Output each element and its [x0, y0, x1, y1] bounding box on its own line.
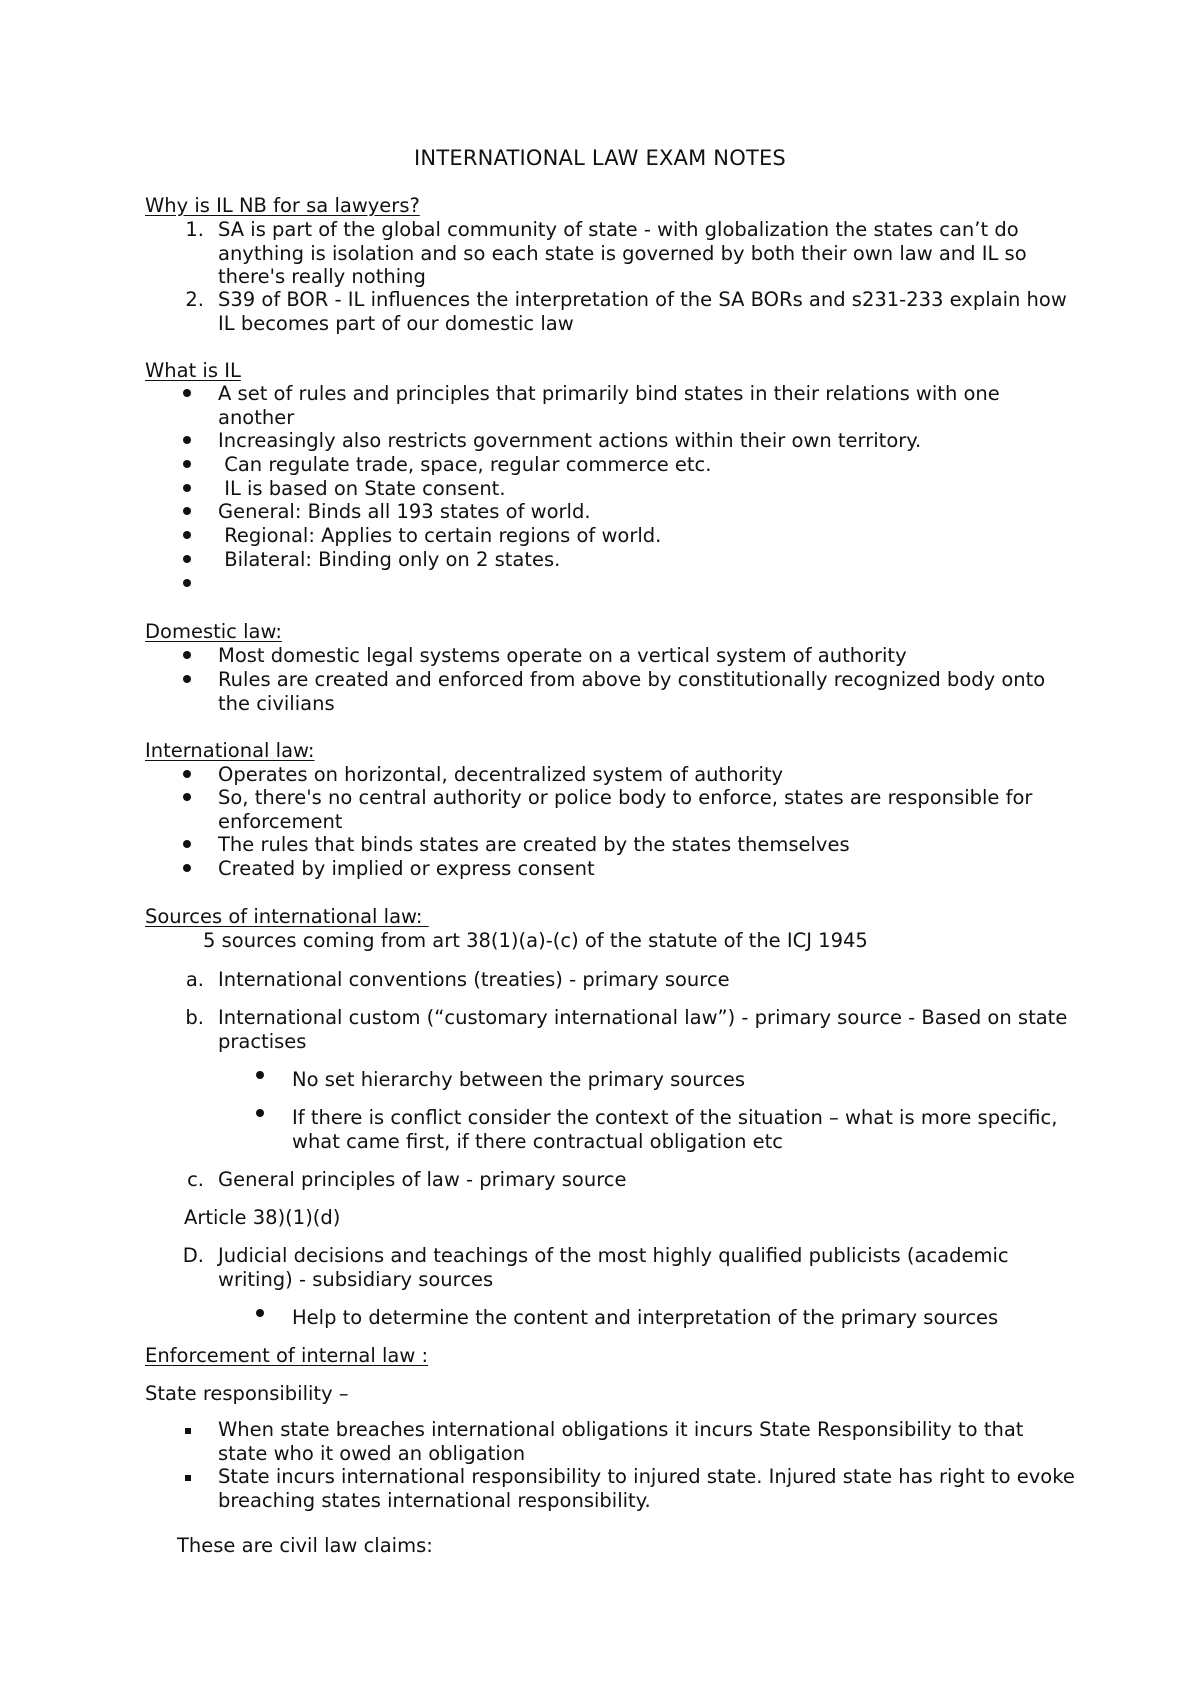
- bullet-icon: [183, 864, 191, 872]
- list-item: Rules are created and enforced from above by constitutionally recognized body onto the civilians: [218, 668, 1046, 715]
- list-item: When state breaches international obligations it incurs State Responsibility to that state who it owed an obligation: [218, 1418, 1024, 1465]
- section-heading-sources: Sources of international law:: [145, 905, 429, 928]
- list-marker: D.: [182, 1244, 204, 1267]
- list-item: A set of rules and principles that primarily bind states in their relations with one another: [218, 382, 1000, 429]
- bullet-icon: [183, 507, 191, 515]
- bullet-icon: [183, 840, 191, 848]
- list-item: Judicial decisions and teachings of the most highly qualified publicists (academic writing) - subsidiary sources: [218, 1244, 1009, 1291]
- list-item: The rules that binds states are created by the states themselves: [218, 833, 850, 856]
- list-item: So, there's no central authority or police body to enforce, states are responsible for enforcement: [218, 786, 1033, 833]
- square-bullet-icon: [185, 1428, 191, 1434]
- list-item: Regional: Applies to certain regions of world.: [218, 524, 662, 547]
- list-item: If there is conflict consider the context of the situation – what is more specific, what came first, if there contractual obligation etc: [292, 1106, 1058, 1153]
- bullet-icon: [183, 460, 191, 468]
- section-heading-international-law: International law:: [145, 739, 315, 762]
- section-heading-why-il: Why is IL NB for sa lawyers?: [145, 194, 420, 217]
- square-bullet-icon: [185, 1475, 191, 1481]
- list-item: Can regulate trade, space, regular commerce etc.: [218, 453, 712, 476]
- bullet-icon: [183, 555, 191, 563]
- list-item: SA is part of the global community of state - with globalization the states can’t do anything is isolation and so each state is governed by both their own law and IL so there's really nothing: [218, 218, 1027, 288]
- enforcement-subheading: State responsibility –: [145, 1382, 349, 1405]
- bullet-icon: [183, 793, 191, 801]
- article-line: Article 38)(1)(d): [184, 1206, 341, 1229]
- bullet-icon: [183, 484, 191, 492]
- sources-intro: 5 sources coming from art 38(1)(a)-(c) of the statute of the ICJ 1945: [203, 929, 868, 952]
- list-item: Created by implied or express consent: [218, 857, 595, 880]
- list-item: Operates on horizontal, decentralized system of authority: [218, 763, 784, 786]
- list-marker: c.: [187, 1168, 204, 1191]
- list-item: No set hierarchy between the primary sources: [292, 1068, 746, 1091]
- bullet-icon: [256, 1109, 264, 1117]
- closing-line: These are civil law claims:: [177, 1534, 433, 1557]
- bullet-icon: [183, 675, 191, 683]
- list-item: Increasingly also restricts government actions within their own territory.: [218, 429, 922, 452]
- list-item: General principles of law - primary source: [218, 1168, 627, 1191]
- bullet-icon: [183, 531, 191, 539]
- list-item: Most domestic legal systems operate on a vertical system of authority: [218, 644, 907, 667]
- list-item: General: Binds all 193 states of world.: [218, 500, 591, 523]
- bullet-icon: [183, 436, 191, 444]
- section-heading-domestic-law: Domestic law:: [145, 620, 282, 643]
- list-item: IL is based on State consent.: [218, 477, 506, 500]
- list-item: S39 of BOR - IL influences the interpretation of the SA BORs and s231-233 explain how IL becomes part of our domestic law: [218, 288, 1067, 335]
- list-item: State incurs international responsibility to injured state. Injured state has right to evoke breaching states international responsibility.: [218, 1465, 1075, 1512]
- section-heading-what-is-il: What is IL: [145, 359, 241, 382]
- bullet-icon: [183, 651, 191, 659]
- bullet-icon: [183, 579, 191, 587]
- list-marker: b.: [185, 1006, 204, 1029]
- document-title: INTERNATIONAL LAW EXAM NOTES: [414, 146, 786, 170]
- bullet-icon: [183, 389, 191, 397]
- section-heading-enforcement: Enforcement of internal law :: [145, 1344, 429, 1367]
- bullet-icon: [256, 1071, 264, 1079]
- list-marker: 1.: [185, 218, 204, 241]
- list-marker: a.: [185, 968, 204, 991]
- bullet-icon: [256, 1309, 264, 1317]
- list-item: International custom (“customary international law”) - primary source - Based on state practises: [218, 1006, 1068, 1053]
- list-marker: 2.: [185, 288, 204, 311]
- list-item: Help to determine the content and interpretation of the primary sources: [292, 1306, 999, 1329]
- list-item: Bilateral: Binding only on 2 states.: [218, 548, 561, 571]
- bullet-icon: [183, 770, 191, 778]
- list-item: International conventions (treaties) - primary source: [218, 968, 730, 991]
